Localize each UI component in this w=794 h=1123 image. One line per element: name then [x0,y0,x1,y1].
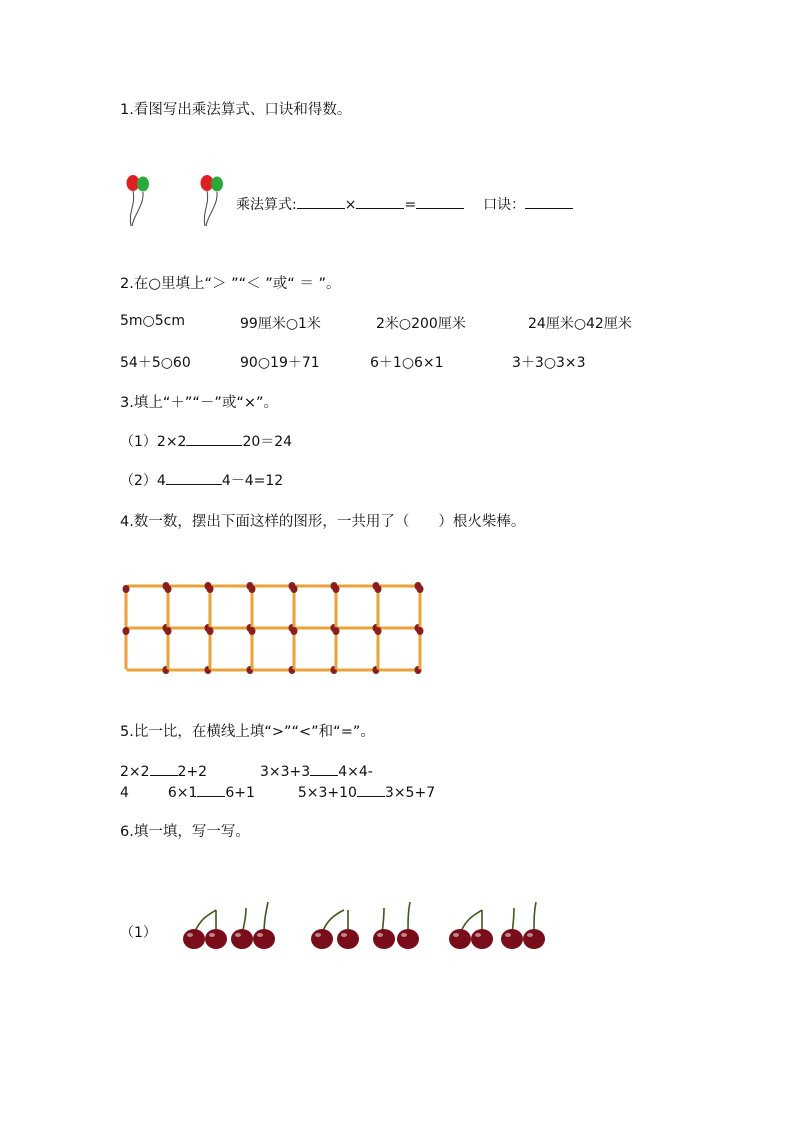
matchstick-head [165,585,172,593]
blank-compare[interactable] [150,761,178,776]
blank-mnemonic[interactable] [525,194,573,209]
matchstick-head [207,585,214,593]
matchstick-grid-figure [120,580,432,678]
q2-item: 54＋5○60 [120,355,191,371]
q3-title: 3.填上“＋”“－”或“×”。 [120,395,279,411]
q2-item: 2米○200厘米 [376,316,466,332]
formula-label: 乘法算式: [236,197,297,213]
matchstick-head [375,585,382,593]
cherry-group-icon [446,898,552,952]
q5-a-right: 2+2 [177,764,208,780]
q3-item2-prefix: （2）4 [120,473,166,489]
blank-product[interactable] [416,194,464,209]
cherry-group-icon [304,898,428,952]
q5-c-right: 6+1 [225,785,255,801]
q5-row2 [120,782,435,801]
matchstick-head [207,627,214,635]
matchstick-head [375,627,382,635]
q4-title: 4.数一数，摆出下面这样的图形，一共用了（ ）根火柴棒。 [120,514,526,530]
matchstick-head [417,585,424,593]
q5-b-wrap: 4 [120,785,129,801]
q6-item1-label: （1） [120,925,157,941]
q2-title: 2.在○里填上“＞ ”“＜ ”或“ ＝ ”。 [120,276,341,292]
q1-title: 1.看图写出乘法算式、口诀和得数。 [120,102,352,118]
matchstick-head [333,585,340,593]
matchstick-head [249,585,256,593]
q5-a-left: 2×2 [120,764,150,780]
q5-b-right: 4×4- [338,764,373,780]
matchstick-head [249,627,256,635]
balloon-pair-icon [124,174,158,228]
blank-factor1[interactable] [297,194,345,209]
q5-row1 [120,761,373,780]
blank-compare[interactable] [357,782,385,797]
matchstick-head [123,585,130,593]
blank-operator[interactable] [166,470,222,485]
q2-item: 24厘米○42厘米 [528,316,632,332]
q5-b-left: 3×3+3 [260,764,311,780]
q5-d-left: 5×3+10 [297,785,357,801]
mnemonic-label: 口诀： [483,197,526,213]
q6-title: 6.填一填，写一写。 [120,824,250,840]
q3-item2-suffix: 4－4=12 [221,473,284,489]
q1-formula-row [236,194,573,214]
q2-item: 5m○5cm [120,313,186,329]
blank-factor2[interactable] [356,194,404,209]
q5-title: 5.比一比，在横线上填“>”“<”和“=”。 [120,724,375,740]
q2-item: 90○19＋71 [240,355,320,371]
q3-item1-prefix: （1）2×2 [120,434,187,450]
times-sign: × [344,197,357,213]
q5-d-right: 3×5+7 [384,785,436,801]
cherry-group-icon [180,898,286,952]
matchstick-head [291,585,298,593]
q5-c-left: 6×1 [167,785,198,801]
matchstick-head [123,627,130,635]
q2-item: 6＋1○6×1 [370,355,444,371]
equals-sign: = [404,197,417,213]
q2-item: 3＋3○3×3 [512,355,586,371]
q3-item-1 [120,431,292,451]
blank-compare[interactable] [310,761,338,776]
balloon-pair-icon [198,174,232,228]
blank-compare[interactable] [197,782,225,797]
q3-item-2 [120,470,283,490]
matchstick-head [165,627,172,635]
q2-item: 99厘米○1米 [240,316,321,332]
matchstick-head [333,627,340,635]
matchstick-head [291,627,298,635]
blank-operator[interactable] [186,431,242,446]
q3-item1-suffix: 20＝24 [242,434,293,450]
matchstick-head [417,627,424,635]
